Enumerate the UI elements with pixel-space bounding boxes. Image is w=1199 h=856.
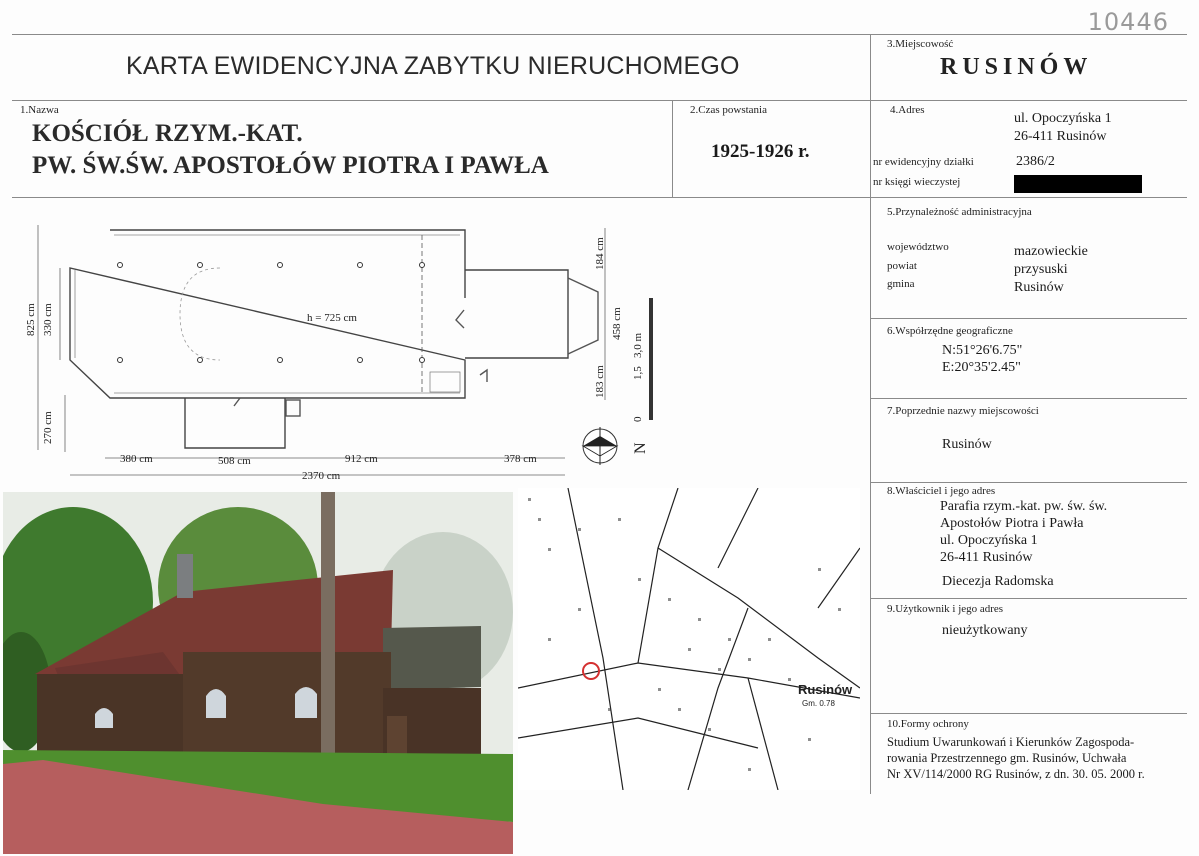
map-place-label: Rusinów [798, 682, 853, 697]
owner-line4: 26-411 Rusinów [940, 550, 1033, 565]
map-gm-label: Gm. 0.78 [802, 699, 835, 708]
protection-line1: Studium Uwarunkowań i Kierunków Zagospoda- [887, 735, 1135, 749]
divider-vertical-date [672, 100, 673, 197]
nave-outline [70, 230, 465, 398]
owner-label: 8.Właściciel i jego adres [887, 485, 996, 497]
date-label: 2.Czas powstania [690, 104, 767, 116]
catalog-number: 10446 [1087, 8, 1169, 36]
dim-270: 270 cm [42, 411, 54, 444]
owner-line2: Apostołów Piotra i Pawła [940, 516, 1084, 531]
land-book-label: nr księgi wieczystej [873, 176, 961, 188]
address-street: ul. Opoczyńska 1 [1014, 111, 1112, 126]
scale-15: 1,5 [632, 366, 644, 380]
voivodeship-value: mazowieckie [1014, 244, 1088, 259]
name-line1: KOŚCIÓŁ RZYM.-KAT. [32, 120, 303, 147]
protection-label: 10.Formy ochrony [887, 718, 969, 730]
dim-330: 330 cm [42, 303, 54, 336]
divider-right-1 [870, 318, 1187, 319]
address-postal: 26-411 Rusinów [1014, 129, 1107, 144]
vestibule-outline [465, 270, 568, 358]
date-value: 1925-1926 r. [711, 141, 810, 162]
scale-30: 3,0 m [632, 332, 644, 358]
address-label: 4.Adres [890, 104, 925, 116]
dim-825: 825 cm [25, 303, 37, 336]
location-map [518, 488, 860, 790]
divider-name-bottom [12, 197, 1187, 198]
church-photo [3, 492, 513, 854]
dim-458: 458 cm [611, 307, 623, 340]
divider-top [12, 34, 1187, 35]
scale-bar [649, 298, 653, 420]
admin-label: 5.Przynależność administracyjna [887, 206, 1032, 218]
name-label: 1.Nazwa [20, 104, 59, 116]
scale-0: 0 [632, 416, 644, 422]
former-names-value: Rusinów [942, 437, 992, 452]
protection-line3: Nr XV/114/2000 RG Rusinów, z dn. 30. 05. 2000 r. [887, 767, 1145, 781]
divider-right-5 [870, 713, 1187, 714]
county-value: przysuski [1014, 262, 1068, 277]
owner-line3: ul. Opoczyńska 1 [940, 533, 1038, 548]
land-book-redaction [1014, 175, 1142, 193]
height-note: h = 725 cm [307, 312, 357, 324]
dim-912: 912 cm [345, 453, 378, 465]
protection-line2: rowania Przestrzennego gm. Rusinów, Uchwała [887, 751, 1127, 765]
owner-line5: Diecezja Radomska [942, 574, 1054, 589]
former-names-label: 7.Poprzednie nazwy miejscowości [887, 405, 1039, 417]
locality-value: RUSINÓW [940, 54, 1093, 80]
voivodeship-label: województwo [887, 241, 949, 253]
locality-label: 3.Miejscowość [887, 38, 954, 50]
owner-line1: Parafia rzym.-kat. pw. św. św. [940, 499, 1108, 514]
divider-right-4 [870, 598, 1187, 599]
dim-184: 184 cm [594, 237, 606, 270]
parcel-label: nr ewidencyjny działki [873, 156, 974, 168]
dim-183: 183 cm [594, 365, 606, 398]
north-arrow-icon [583, 427, 617, 465]
commune-label: gmina [887, 278, 915, 290]
divider-header-bottom [12, 100, 1187, 101]
coords-lon: E:20°35'2.45" [942, 360, 1021, 375]
dim-508: 508 cm [218, 455, 251, 467]
card-title: KARTA EWIDENCYJNA ZABYTKU NIERUCHOMEGO [126, 52, 740, 80]
coords-lat: N:51°26'6.75" [942, 343, 1023, 358]
divider-right-2 [870, 398, 1187, 399]
dim-378: 378 cm [504, 453, 537, 465]
county-label: powiat [887, 260, 917, 272]
dim-2370: 2370 cm [302, 470, 341, 482]
north-label: N [632, 442, 649, 454]
divider-right-3 [870, 482, 1187, 483]
parcel-value: 2386/2 [1016, 154, 1055, 169]
divider-vertical-main [870, 34, 871, 794]
name-line2: PW. ŚW.ŚW. APOSTOŁÓW PIOTRA I PAWŁA [32, 152, 549, 179]
dim-380: 380 cm [120, 453, 153, 465]
floor-plan [20, 210, 660, 490]
location-marker-icon [583, 663, 599, 679]
coords-label: 6.Współrzędne geograficzne [887, 325, 1013, 337]
commune-value: Rusinów [1014, 280, 1064, 295]
user-value: nieużytkowany [942, 623, 1028, 638]
user-label: 9.Użytkownik i jego adres [887, 603, 1004, 615]
